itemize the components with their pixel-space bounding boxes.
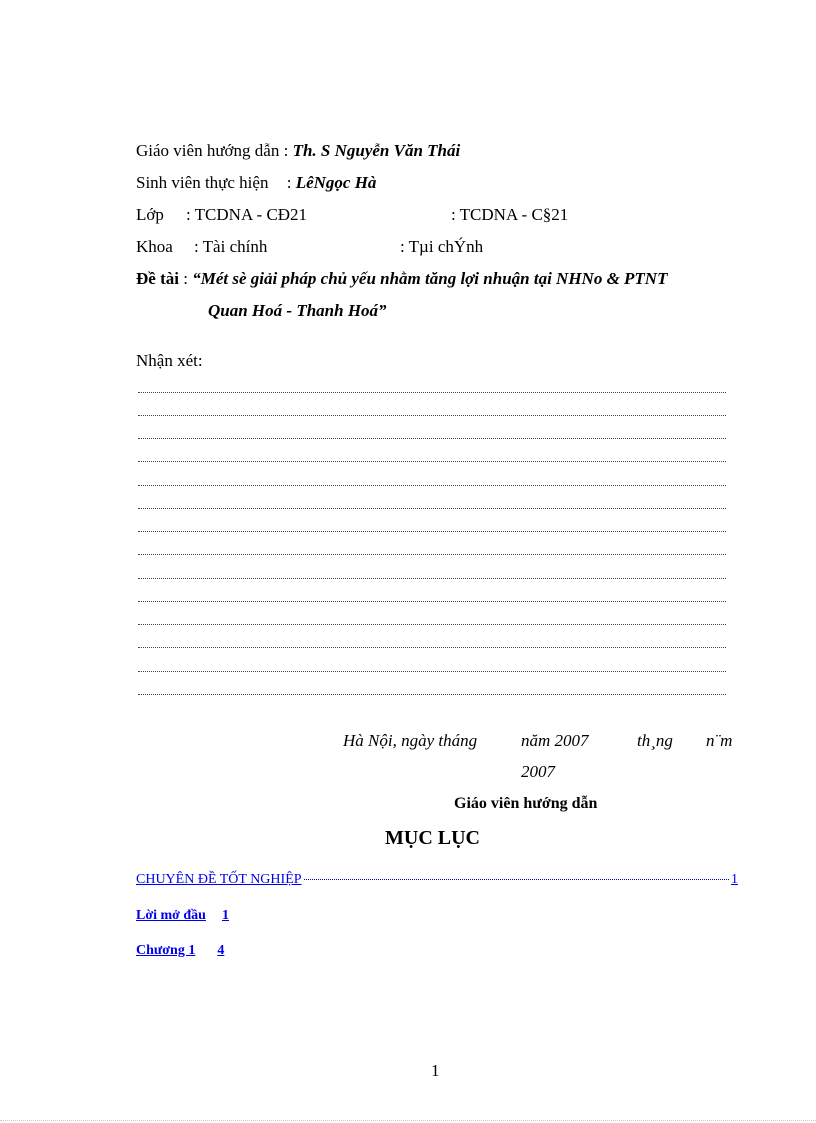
review-line [138,578,726,579]
toc-item-label: Chương 1 [136,943,196,958]
review-line [138,531,726,532]
advisor-separator: : [279,141,293,160]
student-name: LêNgọc Hà [295,173,377,192]
review-line [138,601,726,602]
student-label: Sinh viên thực hiện [136,173,269,192]
page-bottom-divider [0,1120,816,1121]
review-line [138,461,726,462]
toc-item-loi-mo-dau[interactable] [136,908,229,924]
review-line [138,671,726,672]
signature-garbled-year: n¨m [706,731,733,750]
review-label: Nhận xét: [136,351,203,370]
topic-title-line1: “Mét sè giải pháp chủ yếu nhằm tăng lợi nhuận tại NHNo & PTNT [192,269,668,288]
review-line [138,415,726,416]
toc-heading: MỤC LỤC [385,827,480,849]
topic-title-line2: Quan Hoá - Thanh Hoá” [208,301,387,320]
faculty-value: : Tài chính [194,237,268,256]
review-line [138,438,726,439]
page-number: 1 [431,1061,440,1080]
toc-item-chuyen-de[interactable] [136,872,738,888]
topic-separator: : [178,269,193,288]
student-separator: : [286,173,292,192]
toc-item-page: 4 [217,943,225,958]
faculty-label: Khoa [136,237,173,256]
signature-title: Giáo viên hướng dẫn [454,795,598,812]
signature-garbled-month: th¸ng [637,731,673,750]
advisor-name: Th. S Nguyễn Văn Thái [292,141,461,160]
faculty-value-garbled: : Tµi chÝnh [400,237,484,256]
class-value-garbled: : TCDNA - C§21 [451,205,569,224]
advisor-label: Giáo viên hướng dẫn [136,141,280,160]
class-label: Lớp [136,205,164,224]
topic-line [136,269,667,289]
toc-item-page: 1 [731,872,738,887]
toc-item-page: 1 [221,908,229,923]
toc-item-label: Lời mở đầu [136,908,206,923]
review-line [138,508,726,509]
signature-year-wrap: 2007 [521,762,555,781]
signature-date: Hà Nội, ngày tháng [343,731,478,750]
toc-item-label: CHUYÊN ĐỀ TỐT NGHIỆP [136,872,302,887]
toc-leader [304,879,729,880]
signature-year: năm 2007 [521,731,589,750]
advisor-line [136,141,460,161]
review-line [138,554,726,555]
review-line [138,485,726,486]
class-value: : TCDNA - CĐ21 [186,205,308,224]
student-line [136,173,376,193]
topic-label: Đề tài [136,269,179,288]
review-line [138,392,726,393]
review-line [138,647,726,648]
review-line [138,694,726,695]
review-line [138,624,726,625]
toc-item-chuong-1[interactable] [136,943,224,959]
